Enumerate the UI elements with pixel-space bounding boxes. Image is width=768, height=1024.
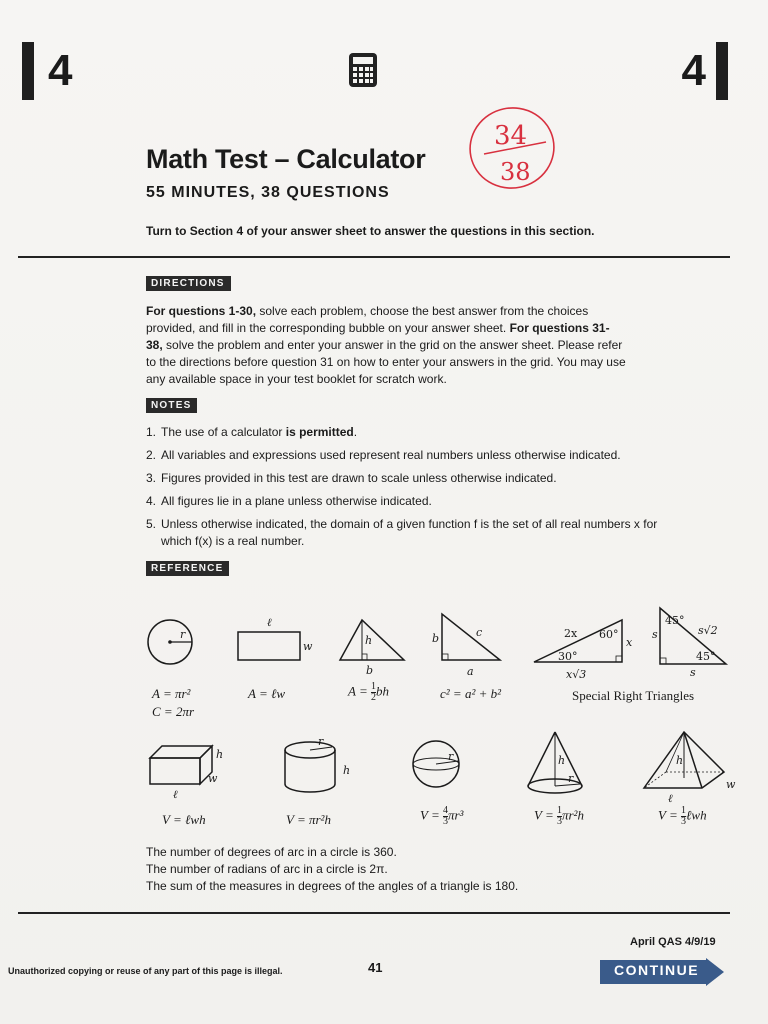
rect-width-label: w <box>303 640 313 653</box>
circle-area-formula: A = πr² <box>152 686 191 701</box>
formula-suffix: bh <box>375 683 389 699</box>
label-45-degrees-top: 45° <box>665 614 685 627</box>
right-triangle-c-label: c <box>476 626 483 639</box>
formula-prefix: V = <box>420 807 443 823</box>
pyramid-height-label: h <box>676 754 684 767</box>
calculator-icon <box>348 52 378 88</box>
page-title: Math Test – Calculator <box>146 144 426 174</box>
note-text: All figures lie in a plane unless otherwise indicated. <box>161 494 432 508</box>
formula-prefix: A = <box>348 683 371 699</box>
fraction-numerator: 1 <box>370 681 376 692</box>
label-s-base: s <box>690 666 696 679</box>
cylinder-diagram <box>285 735 350 792</box>
divider-top <box>18 256 730 258</box>
note-text: Figures provided in this test are drawn to scale unless otherwise indicated. <box>161 471 557 485</box>
directions-text-2: solve the problem and enter your answer in the grid on the answer sheet. Please refer to the directions before question 31 on how to enter your answers in the grid. You may use any available space in your test booklet for scratch work. <box>146 338 626 386</box>
note-item <box>146 516 686 550</box>
note-number: 4. <box>146 494 157 508</box>
note-item <box>146 447 686 464</box>
fraction-denominator: 3 <box>556 816 562 827</box>
formula-suffix: πr²h <box>561 807 584 823</box>
section-number-left: 4 <box>48 46 73 95</box>
triangle-45-45-90-diagram <box>652 608 726 679</box>
page-subtitle: 55 MINUTES, 38 QUESTIONS <box>146 184 390 201</box>
handwritten-score <box>462 96 558 192</box>
sphere-volume-formula <box>420 806 463 827</box>
fraction-denominator: 2 <box>370 692 376 703</box>
note-number: 3. <box>146 471 157 485</box>
label-x: x <box>626 636 633 649</box>
note-number: 1. <box>146 425 157 439</box>
rect-length-label: ℓ <box>267 616 272 629</box>
note-number: 2. <box>146 448 157 462</box>
cone-radius-label: r <box>568 772 574 785</box>
label-30-degrees: 30° <box>558 650 578 663</box>
box-length-label: ℓ <box>173 788 178 801</box>
note-number: 5. <box>146 517 157 531</box>
right-triangle-b-label: b <box>432 632 440 645</box>
note-text: . <box>353 425 358 439</box>
sphere-diagram <box>413 741 459 787</box>
cylinder-height-label: h <box>343 764 351 777</box>
note-text: Unless otherwise indicated, the domain of a given function f is the set of all real numbers x for which f(x) is a real number. <box>161 517 658 548</box>
cylinder-radius-label: r <box>318 735 324 748</box>
pythagorean-formula: c² = a² + b² <box>440 686 502 701</box>
directions-label: DIRECTIONS <box>146 276 231 291</box>
label-s-root-2: s√2 <box>698 624 718 637</box>
copyright-notice: Unauthorized copying or reuse of any part of this page is illegal. <box>8 966 283 976</box>
special-right-triangles-label: Special Right Triangles <box>572 688 695 703</box>
triangle-area-formula <box>348 682 389 703</box>
rectangle-diagram <box>238 616 313 660</box>
cone-height-label: h <box>558 754 566 767</box>
note-text: The use of a calculator <box>161 425 286 439</box>
fraction-denominator: 3 <box>680 816 686 827</box>
triangle-height-label: h <box>365 634 373 647</box>
note-item <box>146 493 686 510</box>
cone-volume-formula <box>534 806 584 827</box>
circle-diagram <box>148 620 192 664</box>
label-45-degrees-bottom: 45° <box>696 650 716 663</box>
label-60-degrees: 60° <box>599 628 619 641</box>
label-s-side: s <box>652 628 658 641</box>
reference-facts <box>146 844 518 895</box>
score-denominator: 38 <box>500 158 531 186</box>
sphere-radius-label: r <box>448 750 454 763</box>
fact-degrees: The number of degrees of arc in a circle is 360. <box>146 845 397 859</box>
fact-triangle-sum: The sum of the measures in degrees of the angles of a triangle is 180. <box>146 879 519 893</box>
pyramid-diagram <box>644 732 736 805</box>
directions-text <box>146 303 626 388</box>
date-note: April QAS 4/9/19 <box>630 936 716 948</box>
section-number-right: 4 <box>681 46 706 95</box>
triangle-base-label: b <box>366 664 374 677</box>
note-text: All variables and expressions used represent real numbers unless otherwise indicated. <box>161 448 621 462</box>
fraction-denominator: 3 <box>442 816 448 827</box>
section-bar-right <box>716 42 728 100</box>
box-height-label: h <box>216 748 224 761</box>
triangle-height-diagram <box>340 620 404 677</box>
circle-circumference-formula: C = 2πr <box>152 704 195 719</box>
cylinder-volume-formula: V = πr²h <box>286 812 331 827</box>
label-2x: 2x <box>564 627 578 640</box>
continue-label: CONTINUE <box>614 962 700 978</box>
instruction-text: Turn to Section 4 of your answer sheet to answer the questions in this section. <box>146 224 595 238</box>
continue-button[interactable] <box>600 958 726 984</box>
formula-prefix: V = <box>534 807 557 823</box>
box-volume-formula: V = ℓwh <box>162 812 206 827</box>
reference-diagrams <box>140 598 740 838</box>
notes-label: NOTES <box>146 398 197 413</box>
score-numerator: 34 <box>494 121 528 151</box>
section-bar-left <box>22 42 34 100</box>
pyramid-length-label: ℓ <box>668 792 673 805</box>
circle-radius-label: r <box>180 628 186 641</box>
reference-label: REFERENCE <box>146 561 229 576</box>
formula-prefix: V = <box>658 807 681 823</box>
notes-list <box>146 424 686 556</box>
pyramid-volume-formula <box>658 806 707 827</box>
note-item <box>146 424 686 441</box>
rectangle-area-formula: A = ℓw <box>248 686 286 701</box>
section-marker-left <box>22 42 72 100</box>
section-marker-right <box>682 42 728 100</box>
note-bold: is permitted <box>285 425 354 439</box>
reference-figures <box>140 598 740 838</box>
right-triangle-diagram <box>432 614 500 678</box>
label-x-root-3: x√3 <box>566 668 587 681</box>
fraction-numerator: 1 <box>556 805 562 816</box>
box-diagram <box>150 746 223 801</box>
formula-suffix: πr³ <box>447 807 464 823</box>
fraction-numerator: 1 <box>680 805 686 816</box>
triangle-30-60-90-diagram <box>534 620 633 681</box>
cone-diagram <box>528 732 582 793</box>
pyramid-width-label: w <box>726 778 736 791</box>
right-triangle-a-label: a <box>467 665 474 678</box>
directions-text-1: solve each problem, choose the best answer from the choices provided, and fill in the corresponding bubble on your answer sheet. <box>146 304 589 335</box>
box-width-label: w <box>208 772 218 785</box>
divider-bottom <box>18 912 730 914</box>
directions-bold-2: For questions 31-38, <box>146 321 610 352</box>
directions-bold-1: For questions 1-30, <box>146 304 257 318</box>
note-item <box>146 470 686 487</box>
fact-radians: The number of radians of arc in a circle is 2π. <box>146 862 388 876</box>
page-number: 41 <box>368 960 383 975</box>
fraction-numerator: 4 <box>442 805 448 816</box>
formula-suffix: ℓwh <box>685 807 707 823</box>
